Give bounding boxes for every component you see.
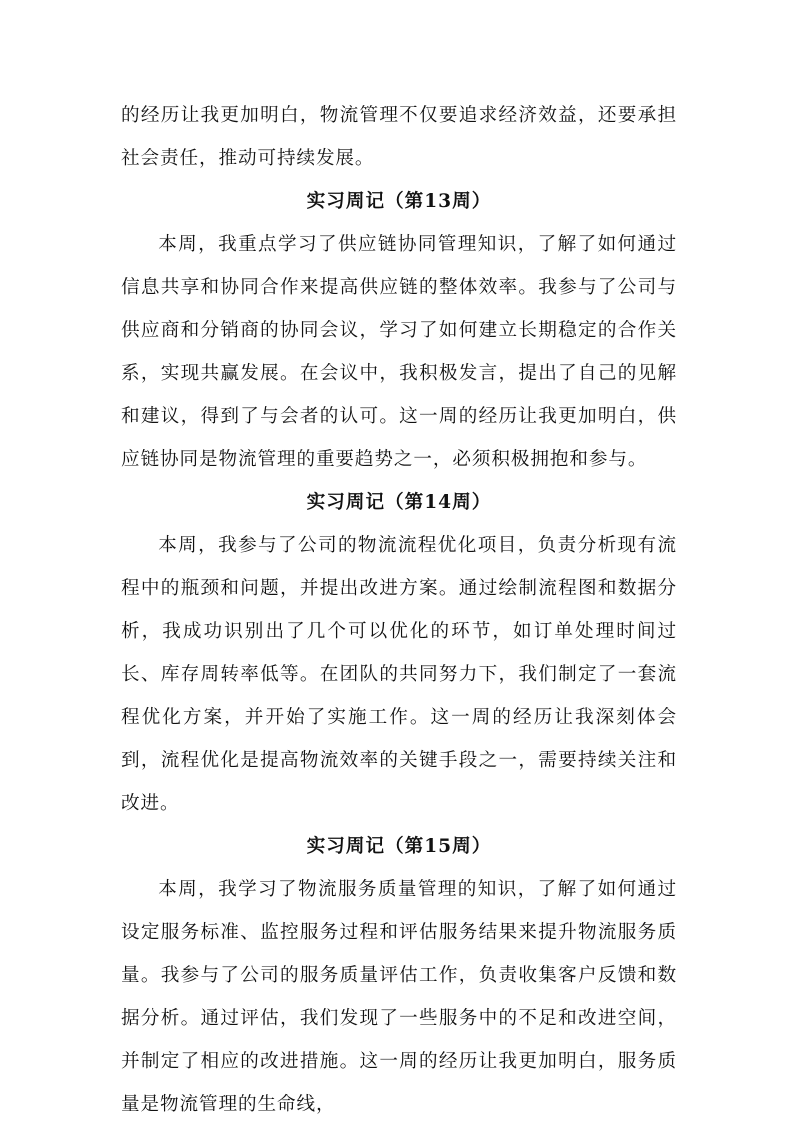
document-page bbox=[121, 94, 677, 1126]
section-body-week-14: 本周，我参与了公司的物流流程优化项目，负责分析现有流程中的瓶颈和问题，并提出改进方案。通过绘制流程图和数据分析，我成功识别出了几个可以优化的环节，如订单处理时间过长、库存周转率低等。在团队的共同努力下，我们制定了一套流程优化方案，并开始了实施工作。这一周的经历让我深刻体会到，流程优化是提高物流效率的关键手段之一，需要持续关注和改进。 bbox=[121, 535, 677, 814]
intro-paragraph-tail: 的经历让我更加明白，物流管理不仅要追求经济效益，还要承担社会责任，推动可持续发展。 bbox=[121, 105, 677, 169]
section-heading-week-15: 实习周记（第15周） bbox=[306, 836, 492, 857]
section-heading-week-13: 实习周记（第13周） bbox=[306, 191, 492, 212]
section-body-week-15: 本周，我学习了物流服务质量管理的知识，了解了如何通过设定服务标准、监控服务过程和评估服务结果来提升物流服务质量。我参与了公司的服务质量评估工作，负责收集客户反馈和数据分析。通过评估，我们发现了一些服务中的不足和改进空间，并制定了相应的改进措施。这一周的经历让我更加明白，服务质量是物流管理的生命线， bbox=[121, 879, 677, 1115]
section-body-week-13: 本周，我重点学习了供应链协同管理知识，了解了如何通过信息共享和协同合作来提高供应链的整体效率。我参与了公司与供应商和分销商的协同会议，学习了如何建立长期稳定的合作关系，实现共赢发展。在会议中，我积极发言，提出了自己的见解和建议，得到了与会者的认可。这一周的经历让我更加明白，供应链协同是物流管理的重要趋势之一，必须积极拥抱和参与。 bbox=[121, 234, 677, 470]
section-heading-week-14: 实习周记（第14周） bbox=[306, 492, 492, 513]
